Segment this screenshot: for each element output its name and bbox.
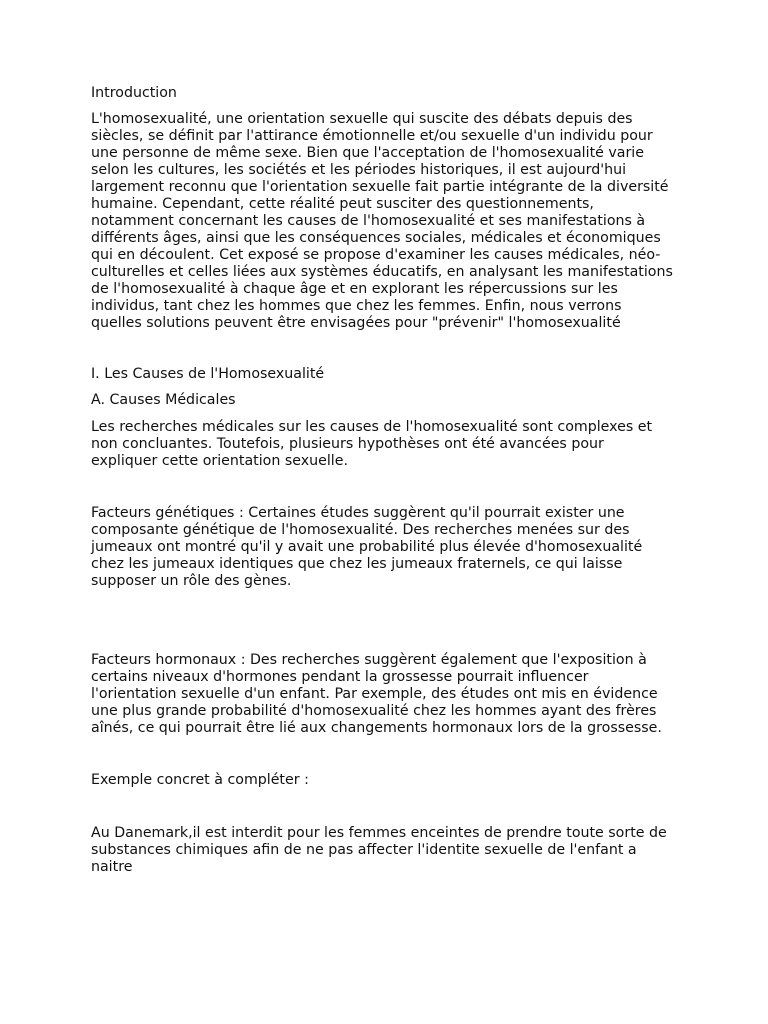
intro-paragraph: L'homosexualité, une orientation sexuelle qui suscite des débats depuis des siècles, se définit par l'attirance émotionnelle et/ou sexuelle d'un individu pour une personne de même sexe. Bien que l'acceptation de l'homosexualité varie selon les cultures, les sociétés et les périodes historiques, il est aujourd'hui largement reconnu que l'orientation sexuelle fait partie intégrante de la diversité humaine. Cependant, cette réalité peut susciter des questionnements, notamment concernant les causes de l'homosexualité et ses manifestations à différents âges, ainsi que les conséquences sociales, médicales et économiques qui en découlent. Cet exposé se propose d'examiner les causes médicales, néo- culturelles et celles liées aux systèmes éducatifs, en analysant les manifestations de l'homosexualité à chaque âge et en explorant les répercussions sur les individus, tant chez les hommes que chez les femmes. Enfin, nous verrons quelles solutions peuvent être envisagées pour "prévenir" l'homosexualité <box>91 111 673 331</box>
hormonal-factors-paragraph: Facteurs hormonaux : Des recherches suggèrent également que l'exposition à certains niveaux d'hormones pendant la grossesse pourrait influencer l'orientation sexuelle d'un enfant. Par exemple, des études ont mis en évidence une plus grande probabilité d'homosexualité chez les hommes ayant des frères aînés, ce qui pourrait être lié aux changements hormonaux lors de la grossesse. <box>91 652 662 736</box>
subsection-a-title: A. Causes Médicales <box>91 392 236 408</box>
section-1-title: I. Les Causes de l'Homosexualité <box>91 366 325 382</box>
example-label: Exemple concret à compléter : <box>91 772 309 788</box>
medical-paragraph: Les recherches médicales sur les causes de l'homosexualité sont complexes et non concluantes. Toutefois, plusieurs hypothèses ont été avancées pour expliquer cette orientation sexuelle. <box>91 419 653 469</box>
genetic-factors-paragraph: Facteurs génétiques : Certaines études suggèrent qu'il pourrait exister une composante génétique de l'homosexualité. Des recherches menées sur des jumeaux ont montré qu'il y avait une probabilité plus élevée d'homosexualité chez les jumeaux identiques que chez les jumeaux fraternels, ce qui laisse supposer un rôle des gènes. <box>91 505 643 589</box>
intro-heading: Introduction <box>91 85 177 101</box>
example-paragraph: Au Danemark,il est interdit pour les femmes enceintes de prendre toute sorte de substances chimiques afin de ne pas affecter l'identite sexuelle de l'enfant a naitre <box>91 825 667 875</box>
